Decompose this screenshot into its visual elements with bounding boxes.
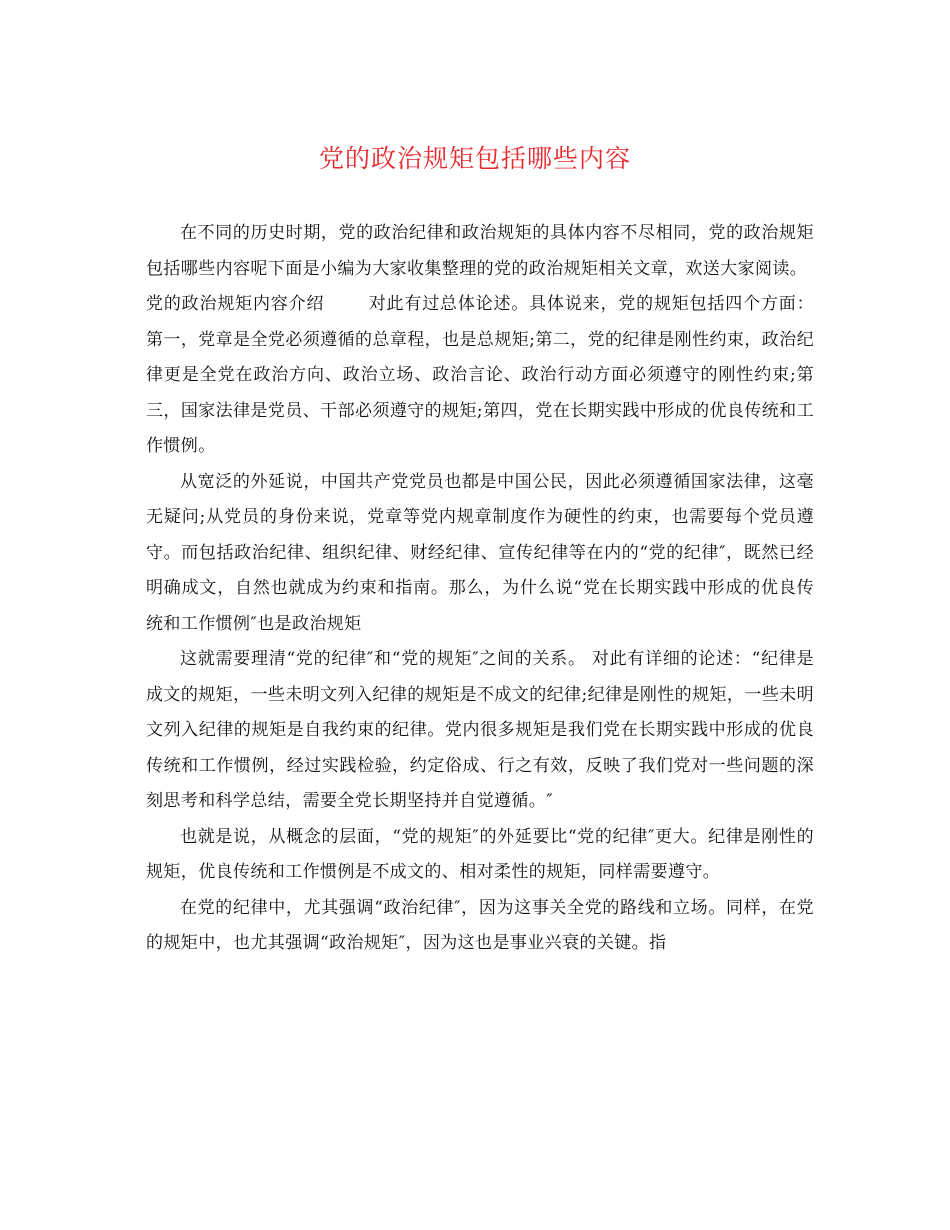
section-heading-text: 对此有过总体论述。具体说来，党的规矩包括四个方面：第一，党章是全党必须遵循的总章程，也是总规矩;第二，党的纪律是刚性约束，政治纪律更是全党在政治方向、政治立场、政治言论、政治行动方面必须遵守的刚性约束;第三，国家法律是党员、干部必须遵守的规矩;第四，党在长期实践中形成的优良传统和工作惯例。 (146, 294, 815, 456)
section-heading: 党的政治规矩内容介绍 (146, 294, 325, 314)
body-paragraph-4: 在党的纪律中，尤其强调“政治纪律″，因为这事关全党的路线和立场。同样，在党的规矩中，也尤其强调“政治规矩″，因为这也是事业兴衰的关键。指 (146, 897, 814, 953)
body-paragraph-3: 也就是说，从概念的层面，“党的规矩″的外延要比“党的纪律″更大。纪律是刚性的规矩，优良传统和工作惯例是不成文的、相对柔性的规矩，同样需要遵守。 (146, 826, 814, 882)
body-paragraph-1: 从宽泛的外延说，中国共产党党员也都是中国公民，因此必须遵循国家法律，这毫无疑问;从党员的身份来说，党章等党内规章制度作为硬性的约束，也需要每个党员遵守。而包括政治纪律、组织纪律、财经纪律、宣传纪律等在内的“党的纪律″，既然已经明确成文，自然也就成为约束和指南。那么，为什么说“党在长期实践中形成的优良传统和工作惯例″也是政治规矩 (146, 471, 814, 634)
section-paragraph (146, 287, 814, 465)
body-paragraph-2: 这就需要理清“党的纪律″和“党的规矩″之间的关系。 对此有详细的论述：“纪律是成文的规矩，一些未明文列入纪律的规矩是不成文的纪律;纪律是刚性的规矩，一些未明文列入纪律的规矩是自我约束的纪律。党内很多规矩是我们党在长期实践中形成的优良传统和工作惯例，经过实践检验，约定俗成、行之有效，反映了我们党对一些问题的深刻思考和科学总结，需要全党长期坚持并自觉遵循。″ (146, 649, 814, 811)
document-title: 党的政治规矩包括哪些内容 (318, 144, 631, 173)
intro-paragraph: 在不同的历史时期，党的政治纪律和政治规矩的具体内容不尽相同，党的政治规矩包括哪些内容呢下面是小编为大家收集整理的党的政治规矩相关文章，欢送大家阅读。 (146, 223, 814, 279)
document-body (146, 216, 814, 962)
